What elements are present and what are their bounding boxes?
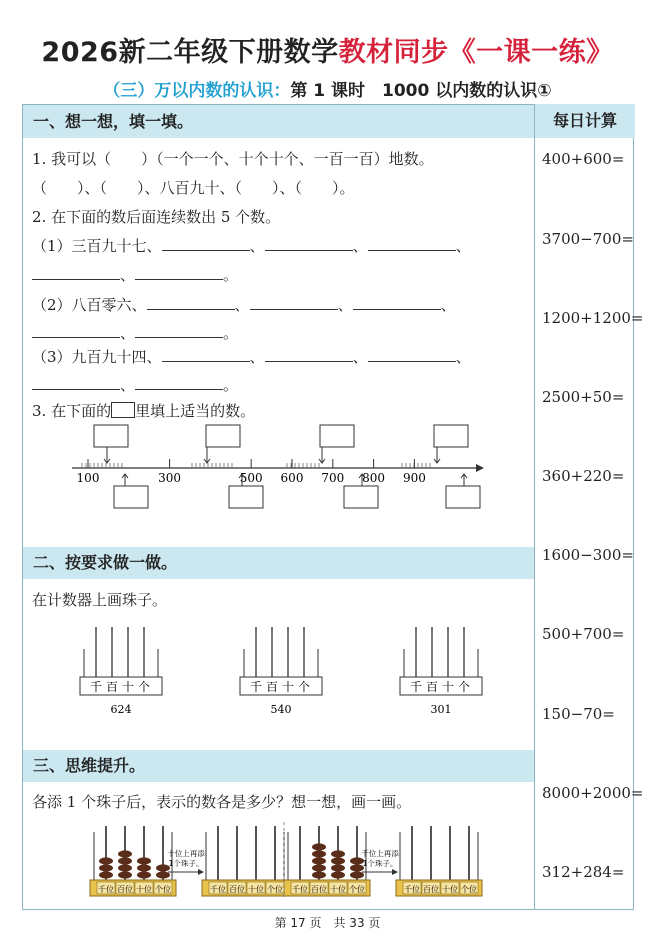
answer-blank[interactable] bbox=[368, 348, 456, 362]
q3-title bbox=[32, 400, 255, 421]
abacus-bead bbox=[118, 864, 132, 871]
daily-calc-column bbox=[534, 104, 644, 910]
place-label: 个位 bbox=[267, 885, 283, 894]
title-main: 2026新二年级下册数学 bbox=[41, 37, 339, 68]
abacus-bead bbox=[156, 871, 170, 878]
q1-blank-group-a[interactable]: （ ）、（ ）、 bbox=[32, 179, 160, 197]
abacus-bead bbox=[312, 864, 326, 871]
place-label: 百位 bbox=[117, 885, 133, 894]
abacus-bead bbox=[99, 864, 113, 871]
tick-label: 300 bbox=[158, 471, 182, 485]
q2-item-1-cont: 、 。 bbox=[32, 264, 238, 285]
daily-item: 150−70= bbox=[542, 705, 615, 723]
daily-calc-heading: 每日计算 bbox=[535, 104, 635, 138]
place-label: 千位 bbox=[98, 885, 114, 894]
tick-label: 100 bbox=[76, 471, 100, 485]
abacus-bead bbox=[331, 864, 345, 871]
title-highlight: 教材同步《一课一练》 bbox=[338, 37, 614, 68]
given-abacus-2 bbox=[284, 826, 370, 896]
arrowhead-icon bbox=[198, 869, 204, 875]
place-label: 个位 bbox=[155, 885, 171, 894]
abacus-624[interactable] bbox=[78, 625, 178, 720]
answer-blank[interactable] bbox=[250, 296, 338, 310]
answer-blank[interactable] bbox=[265, 237, 353, 251]
abacus-bead bbox=[118, 850, 132, 857]
arrowhead-icon bbox=[392, 869, 398, 875]
q2-item-3: （3）九百九十四、 、 、 、 bbox=[32, 348, 471, 366]
place-label: 千 bbox=[249, 680, 263, 694]
q1-line2 bbox=[32, 177, 355, 198]
answer-blank[interactable] bbox=[265, 348, 353, 362]
tick-label: 800 bbox=[362, 471, 386, 485]
place-label: 百 bbox=[425, 680, 439, 694]
answer-box[interactable] bbox=[94, 425, 128, 447]
abacus-bead bbox=[312, 843, 326, 850]
daily-item: 1600−300= bbox=[542, 546, 634, 564]
daily-item: 2500+50= bbox=[542, 388, 625, 406]
place-label: 十 bbox=[441, 680, 455, 694]
q2-item-label: （1）三百九十七、 bbox=[32, 237, 162, 255]
answer-blank[interactable] bbox=[162, 348, 250, 362]
place-label: 千位 bbox=[292, 885, 308, 894]
abacus-bead bbox=[312, 850, 326, 857]
abacus-bead bbox=[312, 871, 326, 878]
lesson-label: 第 1 课时 1000 以内数的认识① bbox=[290, 81, 552, 101]
place-label: 十位 bbox=[248, 885, 264, 894]
tick-label: 700 bbox=[321, 471, 345, 485]
abacus-bead bbox=[350, 871, 364, 878]
answer-abacus-2 bbox=[396, 826, 482, 896]
hint-text: 1个珠子。 bbox=[362, 859, 398, 868]
abacus-bead bbox=[99, 871, 113, 878]
answer-box[interactable] bbox=[320, 425, 354, 447]
place-label: 百 bbox=[105, 680, 119, 694]
section2-instruction: 在计数器上画珠子。 bbox=[32, 591, 168, 609]
answer-blank[interactable] bbox=[32, 266, 120, 280]
abacus-bead bbox=[99, 857, 113, 864]
place-label: 千位 bbox=[210, 885, 226, 894]
thinking-abacus-row bbox=[88, 818, 528, 908]
arrowhead-icon bbox=[476, 464, 484, 472]
answer-blank[interactable] bbox=[353, 296, 441, 310]
abacus-540[interactable] bbox=[238, 625, 338, 720]
daily-item: 500+700= bbox=[542, 625, 625, 643]
tick-label: 600 bbox=[280, 471, 304, 485]
daily-item: 3700−700= bbox=[542, 230, 634, 248]
abacus-301[interactable] bbox=[398, 625, 498, 720]
q2-item-2-cont: 、 。 bbox=[32, 322, 238, 343]
q2-item-3-cont: 、 。 bbox=[32, 374, 238, 395]
place-label: 百位 bbox=[311, 885, 327, 894]
daily-item: 312+284= bbox=[542, 863, 625, 881]
q2-item-label: （2）八百零六、 bbox=[32, 296, 147, 314]
answer-blank[interactable] bbox=[135, 266, 223, 280]
abacus-bead bbox=[331, 857, 345, 864]
place-label: 十位 bbox=[136, 885, 152, 894]
answer-blank[interactable] bbox=[147, 296, 235, 310]
answer-box[interactable] bbox=[434, 425, 468, 447]
answer-blank[interactable] bbox=[368, 237, 456, 251]
place-label: 百 bbox=[265, 680, 279, 694]
abacus-bead bbox=[331, 850, 345, 857]
place-label: 百位 bbox=[229, 885, 245, 894]
unit-label: （三）万以内数的认识： bbox=[103, 81, 291, 101]
place-label: 个位 bbox=[461, 885, 477, 894]
place-label: 个 bbox=[137, 680, 151, 694]
lesson-subtitle bbox=[0, 76, 655, 101]
place-label: 千位 bbox=[404, 885, 420, 894]
daily-item: 400+600= bbox=[542, 150, 625, 168]
daily-item: 360+220= bbox=[542, 467, 625, 485]
answer-blank[interactable] bbox=[32, 376, 120, 390]
q2-item-2: （2）八百零六、 、 、 、 bbox=[32, 296, 456, 314]
abacus-bead bbox=[137, 871, 151, 878]
place-label: 十 bbox=[121, 680, 135, 694]
answer-box[interactable] bbox=[114, 486, 148, 508]
place-label: 千 bbox=[89, 680, 103, 694]
answer-blank[interactable] bbox=[32, 324, 120, 338]
abacus-number: 301 bbox=[430, 703, 452, 716]
abacus-bead bbox=[312, 857, 326, 864]
section3-heading: 三、思维提升。 bbox=[23, 750, 534, 782]
answer-box[interactable] bbox=[229, 486, 263, 508]
tick-label: 500 bbox=[239, 471, 263, 485]
place-label: 十位 bbox=[330, 885, 346, 894]
abacus-bead bbox=[137, 857, 151, 864]
answer-box[interactable] bbox=[206, 425, 240, 447]
hint-text: 1个珠子。 bbox=[168, 859, 204, 868]
given-abacus-1 bbox=[90, 826, 176, 896]
abacus-bead bbox=[137, 864, 151, 871]
abacus-bead bbox=[118, 871, 132, 878]
place-label: 百位 bbox=[423, 885, 439, 894]
answer-box[interactable] bbox=[344, 486, 378, 508]
number-line bbox=[72, 420, 492, 530]
page-title bbox=[0, 30, 655, 69]
place-label: 十位 bbox=[442, 885, 458, 894]
answer-blank[interactable] bbox=[162, 237, 250, 251]
place-label: 千 bbox=[409, 680, 423, 694]
q1-blank-group-b[interactable]: 、（ ）、（ ）。 bbox=[219, 179, 355, 197]
box-symbol bbox=[111, 402, 135, 418]
daily-item: 8000+2000= bbox=[542, 784, 644, 802]
place-label: 个 bbox=[457, 680, 471, 694]
answer-box[interactable] bbox=[446, 486, 480, 508]
hint-text: 十位上再添 bbox=[167, 849, 205, 858]
answer-blank[interactable] bbox=[135, 324, 223, 338]
q1-line1: 1. 我可以（ ）（一个一个、十个十个、一百一百）地数。 bbox=[32, 150, 434, 168]
section3-instruction: 各添 1 个珠子后，表示的数各是多少？想一想，画一画。 bbox=[32, 793, 412, 811]
abacus-number: 624 bbox=[110, 703, 132, 716]
answer-blank[interactable] bbox=[135, 376, 223, 390]
place-label: 十 bbox=[281, 680, 295, 694]
place-label: 个位 bbox=[349, 885, 365, 894]
answer-abacus-1 bbox=[202, 826, 288, 896]
daily-item: 1200+1200= bbox=[542, 309, 644, 327]
q3-title-b: 里填上适当的数。 bbox=[135, 402, 256, 420]
hint-text: 千位上再添 bbox=[361, 849, 399, 858]
section2-heading: 二、按要求做一做。 bbox=[23, 547, 534, 579]
abacus-bead bbox=[331, 871, 345, 878]
q2-title: 2. 在下面的数后面连续数出 5 个数。 bbox=[32, 208, 281, 226]
tick-label: 900 bbox=[402, 471, 426, 485]
section1-heading: 一、想一想，填一填。 bbox=[23, 105, 534, 138]
q1-given-number: 八百九十 bbox=[159, 179, 220, 197]
abacus-bead bbox=[118, 857, 132, 864]
page-footer: 第 17 页 共 33 页 bbox=[274, 916, 381, 930]
abacus-number: 540 bbox=[270, 703, 292, 716]
q3-title-a: 3. 在下面的 bbox=[32, 402, 112, 420]
q2-item-label: （3）九百九十四、 bbox=[32, 348, 162, 366]
place-label: 个 bbox=[297, 680, 311, 694]
q2-item-1: （1）三百九十七、 、 、 、 bbox=[32, 237, 471, 255]
